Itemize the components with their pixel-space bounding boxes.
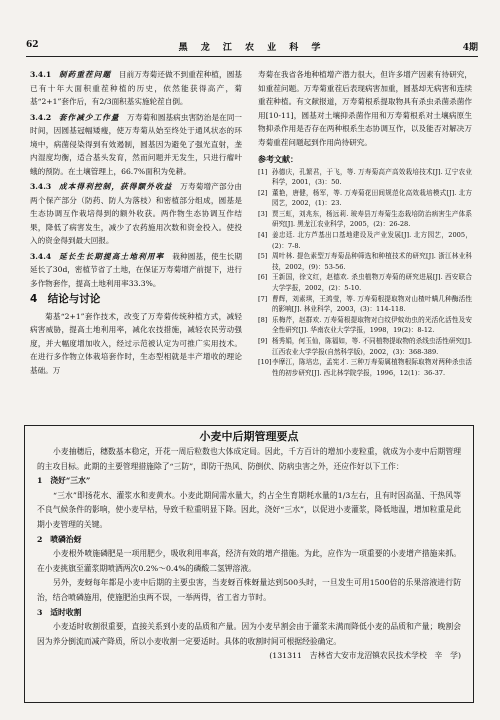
section-text: 栽种圆基，使生长期延长了30d，密植节省了土地，在保证万寿菊增产前提下，进行多作物套作，提高土地利用率33.3%。 <box>30 251 243 288</box>
author-credit: (131311 吉林省大安市龙沼镇农民技术学校 辛 学) <box>269 651 461 661</box>
section-title: 成本得利控制，获得额外收益 <box>59 182 173 191</box>
section-3-4-3 <box>30 180 242 248</box>
reference-text: 曹辉，刘素琪，王鸿莹，等. 万寿菊根提取物对山楂叶螨几种酶活性的影响[J]. 林业科学，2003，(3)：114-118. <box>272 294 472 314</box>
reference-item <box>258 167 472 188</box>
section-3-4-2 <box>30 111 242 179</box>
conclusion-paragraph: 菊基“2+1”套作技术，改变了万寿菊传统种植方式，减轻病害威胁，提高土地利用率，减化农技措施，减轻农民劳动强度，并大幅度增加收入，经过示范被认定为可推广实用技术。在进行多作物立体栽培套作时，生态型相就是丰产增收的理论基础。万 <box>30 311 242 375</box>
reference-item <box>258 251 472 272</box>
section-3-4-4 <box>30 250 242 291</box>
reference-number: [7] <box>258 294 268 303</box>
reference-text: 杨秀娟，何玉仙，陈福如，等. 不同植物提取物的杀线虫活性研究[J]. 江西农业大学学报(自然科学版)，2002，(3)：368-389. <box>272 337 472 356</box>
box-paragraph-2b: 另外，麦蚜每年都是小麦中后期的主要虫害，当麦蚜百株蚜量达到500头时，一旦发生可用1500倍的乐果溶液进行防治，结合喷磷施用，使施肥治虫两不误，一举两得，省工省力节时。 <box>37 578 461 602</box>
reference-number: [8] <box>258 315 268 324</box>
section-title: 延长生长期提高土地利用率 <box>59 251 165 261</box>
section-3-4-1 <box>30 68 242 109</box>
reference-text: 周叶林. 提色素型万寿菊品种筛选和种植技术的研究[J]. 浙江林业科技，2002，(9)：53-56. <box>272 252 472 271</box>
reference-number: [6] <box>258 273 268 282</box>
box-heading-2: 2 喷磷治蚜 <box>37 534 82 544</box>
reference-item <box>258 230 472 251</box>
box-body <box>37 445 461 664</box>
reference-number: [2] <box>258 188 268 197</box>
reference-number: [4] <box>258 231 268 240</box>
reference-text: 孙德庆，孔繁君，于飞，等. 万寿菊高产高效栽培技术[J]. 辽宁农业科学，2001，(3)：50. <box>272 167 472 187</box>
box-paragraph-1: “三水”即扬花水、灌浆水和麦黄水。小麦此期间需水量大，约占全生育期耗水量的1/3左右，且有时因高温、干热风等不良气候条件的影响，使小麦早枯，导致千粒重明显下降。因此，浇好“三水”，以促进小麦灌浆，降低地温，增加粒重是此期小麦管理的关键。 <box>37 490 461 529</box>
reference-item <box>258 188 472 209</box>
section-number: 3.4.2 <box>30 112 52 122</box>
reference-number: [1] <box>258 167 268 176</box>
reference-text: 姜忠廷. 北方芦基出口基地建设及产业发展[J]. 北方园艺，2005，(2)：7-8. <box>272 231 472 250</box>
section-text: 万寿菊增产部分由两个保产部分（防药、防人为落枝）和密植部分组成，圆基是生态协调互作栽培得到的额外收获。两作物生态协调互作结果，降低了病害发生，减少了农药施用次数和资金投入。使投入的资金得到最大回报。 <box>30 182 243 245</box>
reference-number: [3] <box>258 209 268 218</box>
reference-item <box>258 209 472 230</box>
references-title: 参考文献： <box>258 154 298 164</box>
journal-title: 黑 龙 江 农 业 科 学 <box>178 43 326 53</box>
continuation-paragraph: 寿菊在我省各地种植增产潜力很大，但许多增产因素有待研究，如重茬问题。万寿菊重茬后表现病害加重，圆基却无病害和连续重茬种植。有文献报道，万寿菊根系提取物具有杀虫杀菌杀菌作用[10-11]，圆基对土壤抑杀菌作用和万寿菊根系对土壤病原生物抑杀作用是否存在两种根系生态协调互作，以及能否对解决万寿菊重茬问题起到作用尚待研究。 <box>258 70 472 147</box>
header-rule <box>26 56 478 57</box>
reference-item <box>258 272 472 293</box>
section-number: 3.4.3 <box>30 182 52 191</box>
reference-number: [9] <box>258 337 268 345</box>
reference-text: 王新国，徐文红，赵德欢. 杀虫植物万寿菊的研究进展[J]. 西安联合大学学报，2002，(2)：5-10. <box>272 273 472 293</box>
issue-label: 4期 <box>462 43 478 53</box>
box-paragraph-3: 小麦适时收割很重要，直接关系到小麦的品质和产量。因为小麦早割会由于灌浆未满而降低小麦的品质和产量；晚割会因为养分倒流而减产降质，所以小麦收割一定要适时。具体的收割时间可根据经验确定。 <box>37 622 461 646</box>
box-heading-1: 1 浇好“三水” <box>37 476 91 486</box>
reference-text: 董艳，唐健，杨军，等. 万寿菊花田间规范化高效栽培模式[J]. 北方园艺，2002，(1)：23. <box>272 188 472 208</box>
box-paragraph-2a: 小麦根外喷施磷肥是一项用肥少，吸收利用率高，经济有效的增产措施。为此，应作为一项重要的小麦增产措施来抓。在小麦挑旗至灌浆期喷洒两次0.2%～0.4%的磷酸二氢钾溶液。 <box>37 549 461 573</box>
reference-number: [10] <box>258 358 272 367</box>
box-heading-3: 3 适时收割 <box>37 607 82 617</box>
references-list <box>258 167 472 379</box>
reference-text: 贾三虹，刘兆东，杨远莉. 玻寿县万寿菊生态栽培防治病害生产体系研究[J]. 黑龙江农业科学，2005，(2)：26-28. <box>272 209 472 229</box>
section-title: 制药重茬问题 <box>58 70 112 79</box>
reference-item <box>258 294 472 315</box>
section-number: 3.4.1 <box>30 70 52 79</box>
page-number: 62 <box>26 40 39 50</box>
section-text: 目前万寿菊还做不到重茬种植，圆基已有十年大面积重茬种植的历史，依然能获得高产，菊基“2+1”套作后，有2/3面积基实施轮茬自倒。 <box>30 70 243 106</box>
reference-text: 李摩江，陈培忠，孟宪才. 三种万寿菊属植物根际取物对两种杀虫活性的初步研究[J]. 西北林学院学报，1996，12(1)：36-37. <box>272 358 472 377</box>
reference-item <box>258 336 472 357</box>
reference-text: 乐梅芹，赵群欢. 万寿菊根提取物对白纹伊蚊幼虫的光活化活性及安全性研究[J]. 华南农业大学学报，1998，19(2)：8-12. <box>272 315 472 335</box>
reference-number: [5] <box>258 252 268 261</box>
section-number: 3.4.4 <box>30 251 52 261</box>
right-column <box>258 68 472 378</box>
reference-item <box>258 357 472 378</box>
section-title: 套作减少工作量 <box>58 112 120 122</box>
left-column <box>30 68 242 379</box>
box-title: 小麦中后期管理要点 <box>199 430 299 443</box>
section-text: 万寿菊和圆基病虫害防治是在同一时间，因圆基冠幅矮瘦，使万寿菊从始至终处于通风状态的环境中，病菌侵染得到有效遏制，圆基因为避免了强光直射，垄内湿度均衡，适合基头发育，然而问题并无发生，只进行瘤叶蛾的预防。在土壤管理上，66.7%面积为免耕。 <box>30 112 243 176</box>
page-header <box>26 40 478 56</box>
box-intro: 小麦抽穗后，穗数基本稳定，开花一周后粒数也大体成定局。因此，千方百计的增加小麦粒重，就成为小麦中后期管理的主攻目标。此期的主要管理措施除了“三防”，即防干热风、防倒伏、防病虫害之外，还应作好以下工作： <box>37 447 461 471</box>
section-4-heading: 4 结论与讨论 <box>30 293 101 305</box>
reference-item <box>258 315 472 336</box>
sidebar-article-box <box>24 425 474 703</box>
